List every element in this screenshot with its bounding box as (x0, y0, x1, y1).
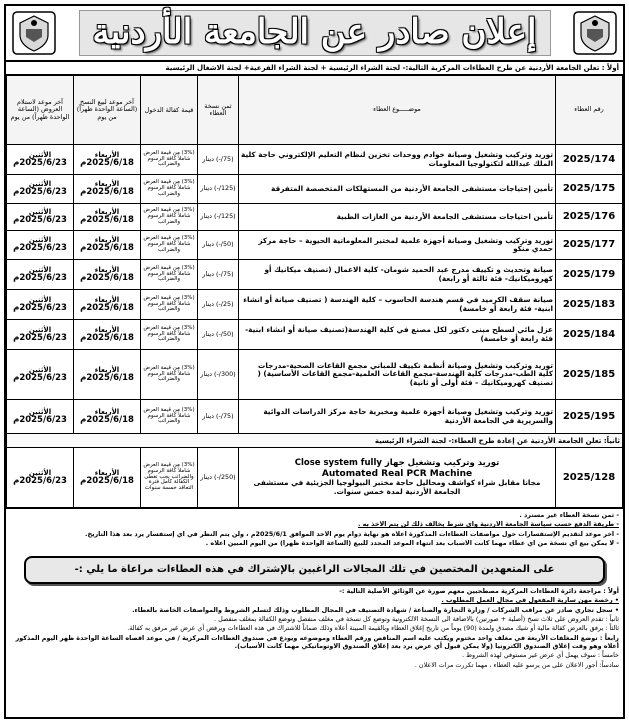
tender-description: عزل مائي لسطح مبنى دكتور لكل مصنع في كلية الهندسة(تصنيف صيانة أو انشاء ابنية- فئة رابعة أو خامسة) (239, 320, 556, 350)
table-row (7, 204, 623, 231)
university-emblem-icon (12, 11, 56, 55)
tender-deposit: (3%) من قيمة العرض شاملاً كافة الرسوم والضرائب (141, 400, 198, 434)
sale-date: 2025/6/18م (80, 157, 134, 168)
close-deadline (7, 320, 74, 350)
tender-number: 2025/175 (556, 175, 623, 204)
tender-description: توريد وتركيب وتشغيل وصيانة أنظمة تكييف للمباني مجمع القاعات الصحية-مدرجات كلية الطب-مدرجات كلية الهندسة-مجمع القاعات العلمية-مجمع القاعات الأساسية) ( تصنيف كهروميكانيك - فئة أولى أو ثانية) (239, 350, 556, 400)
sale-deadline (74, 231, 141, 260)
university-emblem-icon (573, 11, 617, 55)
sale-day: الأربعاء (94, 208, 120, 217)
section2-intro: ثانياً: تعلن الجامعة الأردنية عن إعادة طرح العطاء:- لجنة الشراء الرئيسية (7, 434, 623, 448)
callout-banner: على المتعهدين المختصين في تلك المجالات الراغبين بالإشتراك في هذه العطاءات مراعاة ما يلي :- (24, 556, 605, 584)
close-deadline (7, 175, 74, 204)
close-day: الأثنين (28, 180, 52, 189)
tender-price: (75/-) دينار (198, 145, 239, 175)
tender-price: (125/-) دينار (198, 175, 239, 204)
tender-number: 2025/128 (556, 448, 623, 508)
sale-deadline (74, 448, 141, 508)
tender-price: (25/-) دينار (198, 290, 239, 320)
sale-day: الأربعاء (94, 150, 120, 159)
instruction-item: خامساً : سوف يهمل أي عرض غير مستوفي لهذه الشروط . (462, 651, 619, 660)
col-header-num: رقم العطاء (556, 76, 623, 145)
close-day: الأثنين (28, 407, 52, 416)
tender-deposit: (3%) من قيمة العرض شاملاً كافة الرسوم والضرائب (141, 145, 198, 175)
tender-price: (125/-) دينار (198, 204, 239, 231)
close-date: 2025/6/23م (13, 475, 67, 486)
sale-date: 2025/6/18م (80, 272, 134, 283)
sale-day: الأربعاء (94, 295, 120, 304)
section2-header-row (7, 434, 623, 448)
close-day: الأثنين (28, 468, 52, 477)
sale-day: الأربعاء (94, 265, 120, 274)
sale-date: 2025/6/18م (80, 475, 134, 486)
instruction-item: ثالثاً : يرفق بالعرض كفالة مالية أو شيك مصدق ولمدة (90) يوماً من تاريخ إغلاق العطاء وبالقيمة المبينة أعلاه وذلك ضماناً للاشتراك في هذه العطاءات ويرفض أي عرض غير مرفق به كفالة. (127, 624, 619, 633)
instructions-block (6, 587, 623, 669)
close-day: الأثنين (28, 150, 52, 159)
close-deadline (7, 448, 74, 508)
close-date: 2025/6/23م (13, 187, 67, 198)
tender-deposit: (3%) من قيمة العرض شاملاً كافة الرسوم والضرائب يجب تغطى الكفالة كامل فترة التعاقد خمسة سنوات (141, 448, 198, 508)
close-day: الأثنين (28, 325, 52, 334)
tender-description: صيانة وتحديث و تكييف مدرج عبد الحميد شومان- كلية الاعمال (تصنيف ميكانيك أو كهروميكانيك- فئة ثالثة أو رابعة) (239, 260, 556, 290)
sale-deadline (74, 400, 141, 434)
tender-description: توريد وتركيب وتشغيل وصيانة خوادم ووحدات تخزين لنظام التعليم الإلكتروني حاجة كلية الملك عبدالله لتكنولوجيا المعلومات (239, 145, 556, 175)
close-day: الأثنين (28, 236, 52, 245)
sale-date: 2025/6/18م (80, 332, 134, 343)
table-row (7, 231, 623, 260)
sale-deadline (74, 145, 141, 175)
close-date: 2025/6/23م (13, 157, 67, 168)
note-item: - لا يمكن بيع أي نسخة من أي عطاء مهما كانت الأسباب بعد انتهاء الموعد المحدد للبيع (الساعة الواحدة ظهراً) من اليوم المبين أعلاه . (205, 540, 619, 548)
instruction-item: رابعاً : توضع المغلفات الأربعة في مغلف واحد مختوم ويكتب عليه اسم المناقص ورقم العطاء وموضوعه ويودع في صندوق العطاءات المركزية / في موعد اقصاه الساعة الواحدة ظهر اليوم المذكور أعلاه وهو وقت إغلاق الصندوق الكترونيا (ولا يمكن قبول أي عرض يرد بعد إغلاق الصندوق الاوتوماتيكي مهما كانت الأسباب). (15, 633, 619, 650)
close-day: الأثنين (28, 265, 52, 274)
table-row (7, 260, 623, 290)
page-title: إعلان صادر عن الجامعة الأردنية (92, 12, 537, 53)
section1-intro: أولاً : تعلن الجامعة الأردنية عن طرح العطاءات المركزية التالية:- لجنة الشراء الرئيسية + لجنة الشراء الفرعية+ لجنة الاشغال الرئيسية (6, 62, 623, 75)
close-deadline (7, 231, 74, 260)
close-deadline (7, 260, 74, 290)
tender-number: 2025/184 (556, 320, 623, 350)
table-row (7, 448, 623, 508)
announcement-page (4, 4, 625, 719)
close-deadline (7, 145, 74, 175)
table-row (7, 290, 623, 320)
sale-date: 2025/6/18م (80, 414, 134, 425)
sale-deadline (74, 260, 141, 290)
title-banner (79, 10, 551, 56)
sale-date: 2025/6/18م (80, 302, 134, 313)
close-date: 2025/6/23م (13, 414, 67, 425)
sale-date: 2025/6/18م (80, 187, 134, 198)
tender-deposit: (3%) من قيمة العرض شاملاً كافة الرسوم والضرائب (141, 231, 198, 260)
close-date: 2025/6/23م (13, 372, 67, 383)
tender-number: 2025/176 (556, 204, 623, 231)
sale-day: الأربعاء (94, 236, 120, 245)
close-date: 2025/6/23م (13, 332, 67, 343)
tender-price: (75/-) دينار (198, 260, 239, 290)
sale-deadline (74, 350, 141, 400)
tender-description: تأمين إحتياجات مستشفى الجامعة الأردنية من المستهلكات المتخصصة المتفرقة (239, 175, 556, 204)
close-day: الأثنين (28, 208, 52, 217)
close-date: 2025/6/23م (13, 272, 67, 283)
tender-price: (50/-) دينار (198, 231, 239, 260)
close-day: الأثنين (28, 295, 52, 304)
table-row (7, 320, 623, 350)
tender-description: صيانة سقف الكرميد في قسم هندسة الحاسوب – كلية الهندسة ( تصنيف صيانة أو انشاء ابنية- فئة رابعة أو خامسة) (239, 290, 556, 320)
tender-description: توريد وتركيب وتشغيل وصيانة أجهزة علمية ومخبرية حاجة مركز الدراسات الدوائية والسريرية في الجامعة الأردنية (239, 400, 556, 434)
tender-number: 2025/195 (556, 400, 623, 434)
tender-desc-en2: Automated Real PCR Machine (321, 468, 473, 479)
tenders-table (6, 75, 623, 508)
note-item: - طريقة الدفع حسب سياسة الجامعة الأردنية وأي شرط يخالف ذلك لن يتم الأخذ به . (358, 521, 619, 529)
tender-deposit: (3%) من قيمة العرض شاملاً كافة الرسوم والضرائب (141, 320, 198, 350)
sale-day: الأربعاء (94, 365, 120, 374)
col-header-deposit: قيمة كفالة الدخول (141, 76, 198, 145)
sale-date: 2025/6/18م (80, 372, 134, 383)
table-row (7, 145, 623, 175)
tender-number: 2025/177 (556, 231, 623, 260)
table-row (7, 350, 623, 400)
close-deadline (7, 350, 74, 400)
table-header-row (7, 76, 623, 145)
col-header-price: ثمن نسخة العطاء (198, 76, 239, 145)
tender-price: (250/-) دينار (198, 448, 239, 508)
close-deadline (7, 400, 74, 434)
note-item: - آخر موعد لتقديم الإستفسارات حول مواصفات العطاءات المذكورة أعلاه هو نهاية دوام يوم الأحد الموافق 2025/6/1م ، ولن يتم النظر في أي إستفسار يرد بعد هذا التاريخ. (85, 530, 619, 538)
tender-desc-ar1: توريد وتركيب وتشغيل جهاز (384, 458, 500, 469)
sale-deadline (74, 320, 141, 350)
instruction-item: سادساً: أجور الاعلان على من يرسو عليه العطاء ، مهما تكررت مرات الاعلان . (414, 660, 619, 669)
tender-deposit: (3%) من قيمة العرض شاملاً كافة الرسوم والضرائب (141, 204, 198, 231)
sale-day: الأربعاء (94, 180, 120, 189)
close-deadline (7, 290, 74, 320)
sale-deadline (74, 175, 141, 204)
notes-block (6, 508, 623, 552)
sale-date: 2025/6/18م (80, 243, 134, 254)
sale-day: الأربعاء (94, 407, 120, 416)
tender-deposit: (3%) من قيمة العرض شاملاً كافة الرسوم والضرائب (141, 260, 198, 290)
close-date: 2025/6/23م (13, 302, 67, 313)
sale-day: الأربعاء (94, 468, 120, 477)
sale-date: 2025/6/18م (80, 215, 134, 226)
close-deadline (7, 204, 74, 231)
instruction-item: • رخصة مهن سارية المفعول في مجال العمل المطلوب . (441, 596, 619, 605)
instruction-item: أولاً : مراجعة دائرة العطاءات المركزية مصطحبين معهم صورة عن الوثائق الأصلية التالية :- (339, 586, 619, 595)
table-row (7, 175, 623, 204)
note-item: - ثمن نسخة العطاء غير مسترد . (519, 512, 619, 520)
sale-day: الأربعاء (94, 325, 120, 334)
tender-description: تأمين احتياجات مستشفى الجامعة الأردنية من الغازات الطبية (239, 204, 556, 231)
sale-deadline (74, 204, 141, 231)
tender-deposit: (3%) من قيمة العرض شاملاً كافة الرسوم والضرائب (141, 350, 198, 400)
tender-price: (75/-) دينار (198, 400, 239, 434)
instruction-item: • سجل تجاري صادر عن مراقب الشركات / وزارة التجارة والصناعة / شهادة التصنيف في المجال المطلوب وذلك لتسلم الشروط والمواصفات الخاصة بالعطاء. (132, 605, 619, 614)
tender-number: 2025/183 (556, 290, 623, 320)
col-header-close-deadline: آخر موعد لاستلام العروض (الساعة الواحدة ظهراً) من يوم (7, 76, 74, 145)
tender-price: (300/-) دينار (198, 350, 239, 400)
tender-deposit: (3%) من قيمة العرض شاملاً كافة الرسوم والضرائب (141, 175, 198, 204)
close-date: 2025/6/23م (13, 243, 67, 254)
header (6, 6, 623, 62)
close-date: 2025/6/23م (13, 215, 67, 226)
col-header-desc: موضـــــوع العطاء (239, 76, 556, 145)
col-header-sale-deadline: آخر موعد لبيع النسخ (الساعة الواحدة ظهراً) من يوم (74, 76, 141, 145)
instruction-item: ثانياً : تقدم العروض على ثلاث نسخ (أصلية + صورتين) بالاضافة الى النسخة الالكترونية وتوضع كل نسخة في مغلف منفصل وتوضع الكفالة بمغلف منفصل . (214, 614, 619, 623)
tender-description (239, 448, 556, 508)
close-day: الأثنين (28, 365, 52, 374)
table-row (7, 400, 623, 434)
tender-desc-ar2: مجانا مقابل شراء كواشف ومحاليل حاجة مختبر البيولوجيا الجزيئية في مستشفى الجامعة الأردنية لمدة خمس سنوات. (253, 478, 541, 496)
tender-description: توريد وتركيب وتشغيل وصيانة أجهزة علمية لمختبر المعلوماتية الحيوية – حاجة مركز حمدي منكو (239, 231, 556, 260)
tender-deposit: (3%) من قيمة العرض شاملاً كافة الرسوم والضرائب (141, 290, 198, 320)
tender-number: 2025/179 (556, 260, 623, 290)
tender-desc-en1: Close system fully (294, 458, 382, 469)
tender-number: 2025/174 (556, 145, 623, 175)
sale-deadline (74, 290, 141, 320)
tender-price: (50/-) دينار (198, 320, 239, 350)
tender-number: 2025/185 (556, 350, 623, 400)
